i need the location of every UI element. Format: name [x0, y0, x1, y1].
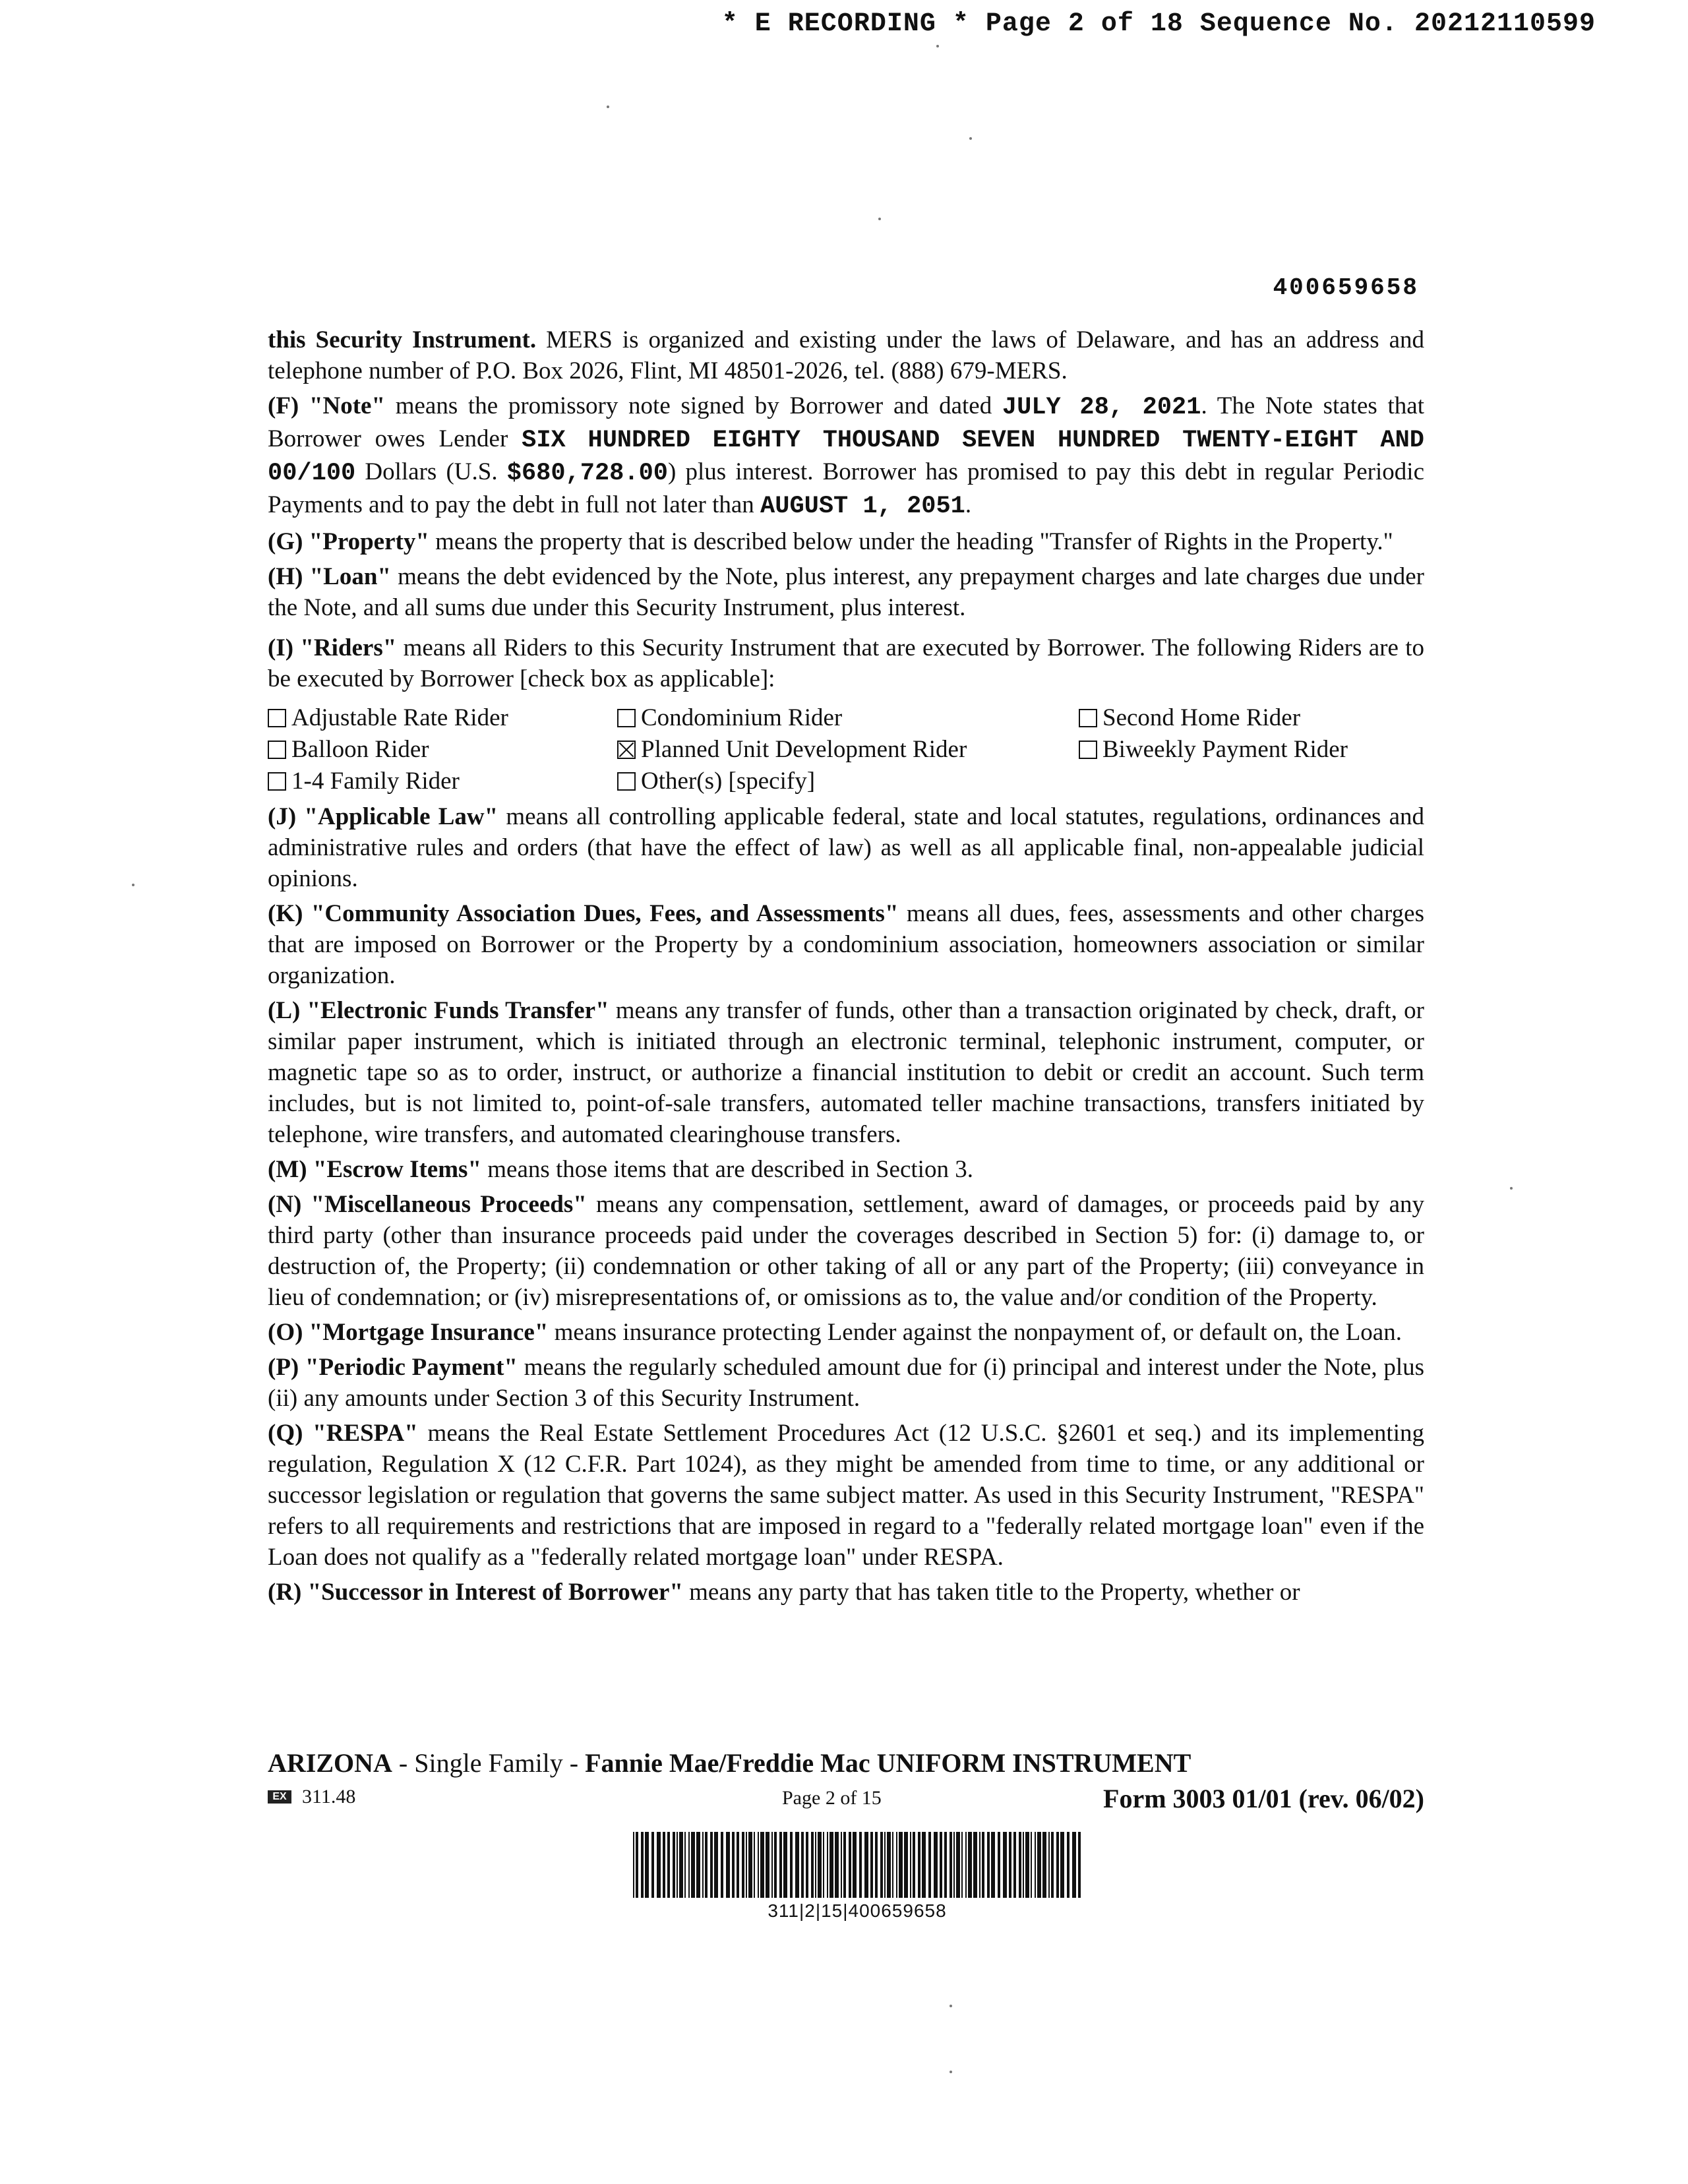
barcode-bar — [1042, 1832, 1046, 1898]
barcode-bar — [748, 1832, 752, 1898]
definition-community-dues — [268, 898, 1424, 991]
barcode-bar — [688, 1832, 690, 1898]
barcode-bar — [991, 1832, 995, 1898]
barcode-bar — [841, 1832, 842, 1898]
barcode-bar — [696, 1832, 700, 1898]
definition-mortgage-insurance — [268, 1317, 1424, 1348]
definition-applicable-law-label: (J) "Applicable Law" — [268, 803, 498, 830]
barcode-bar — [875, 1832, 878, 1898]
definition-property — [268, 526, 1424, 557]
checkbox-icon[interactable] — [268, 772, 286, 791]
rider-label: Planned Unit Development Rider — [641, 736, 967, 763]
definition-loan — [268, 561, 1424, 623]
barcode-bar — [779, 1832, 782, 1898]
definition-escrow-items — [268, 1154, 1424, 1185]
scan-speck — [607, 106, 609, 108]
definition-riders-label: (I) "Riders" — [268, 634, 397, 661]
page-footer — [268, 1747, 1424, 1816]
definition-note-text-4: ) plus interest. Borrower has promised to pay this debt in regular Periodic Payments and to pay the debt in full not later than — [268, 458, 1424, 518]
barcode-bar — [918, 1832, 920, 1898]
barcode-bar — [679, 1832, 683, 1898]
barcode-bar — [801, 1832, 804, 1898]
definition-successor-in-interest — [268, 1577, 1424, 1608]
rider-condominium[interactable] — [617, 702, 1079, 734]
definition-applicable-law-text: means all controlling applicable federal, state and local statutes, regulations, ordinances and administrative rules and orders (that have the effect of law) as well as all applicable final, non-appealable judicial opinions. — [268, 803, 1425, 892]
barcode-bar — [645, 1832, 649, 1898]
definition-periodic-payment-label: (P) "Periodic Payment" — [268, 1354, 518, 1381]
rider-label: Second Home Rider — [1102, 704, 1301, 731]
definition-property-label: (G) "Property" — [268, 528, 429, 555]
scan-speck — [878, 218, 881, 220]
barcode-bar — [965, 1832, 967, 1898]
barcode-bar — [657, 1832, 661, 1898]
barcode-bar — [998, 1832, 1000, 1898]
barcode-bar — [904, 1832, 908, 1898]
footer-title — [268, 1747, 1424, 1779]
barcode-bar — [732, 1832, 735, 1898]
recording-header: * E RECORDING * Page 2 of 18 Sequence No. 20212110599 — [721, 9, 1596, 39]
barcode-bar — [1031, 1832, 1032, 1898]
definition-property-text: means the property that is described below under the heading "Transfer of Rights in the Property." — [429, 528, 1393, 555]
barcode-number: 311|2|15|400659658 — [768, 1900, 947, 1921]
barcode-bar — [811, 1832, 814, 1898]
barcode-bar — [950, 1832, 952, 1898]
barcode-bar — [710, 1832, 713, 1898]
rider-second-home[interactable] — [1079, 702, 1424, 734]
barcode-bar — [913, 1832, 915, 1898]
definition-loan-label: (H) "Loan" — [268, 563, 391, 590]
definition-loan-text: means the debt evidenced by the Note, plus interest, any prepayment charges and late charges due under the Note, and all sums due under this Security Instrument, plus interest. — [268, 563, 1424, 621]
barcode-bar — [663, 1832, 665, 1898]
barcode-icon — [633, 1832, 1081, 1898]
barcode-bar — [961, 1832, 963, 1898]
barcode-bar — [1056, 1832, 1059, 1898]
barcode-bar — [651, 1832, 654, 1898]
checkbox-icon[interactable] — [268, 709, 286, 727]
definition-miscellaneous-proceeds — [268, 1189, 1424, 1313]
barcode-bar — [1009, 1832, 1011, 1898]
barcode-bar — [944, 1832, 947, 1898]
barcode-bar — [928, 1832, 931, 1898]
definition-misc-proceeds-text: means any compensation, settlement, award of damages, or proceeds paid by any third party (other than insurance proceeds paid under the coverages described in Section 5) for: (i) damage to, or destruction of, the Property; (ii) condemnation or other taking of all or any part of the Property; (iii) conveyance in lieu of condemnation; or (iv) misrepresentations of, or omissions as to, the value and/or condition of the Property. — [268, 1191, 1424, 1311]
barcode-bar — [742, 1832, 744, 1898]
definition-riders-text: means all Riders to this Security Instrument that are executed by Borrower. The following Riders are to be executed by Borrower [check box as applicable]: — [268, 634, 1424, 692]
barcode-bar — [1023, 1832, 1024, 1898]
definition-respa-text: means the Real Estate Settlement Procedures Act (12 U.S.C. §2601 et seq.) and its implementing regulation, Regulation X (12 C.F.R. Part 1024), as they might be amended from time to time, or any additional or successor legislation or regulation that governs the same subject matter. As used in this Security Instrument, "RESPA" refers to all requirements and restrictions that are imposed in regard to a "federally related mortgage loan" even if the Loan does not qualify as a "federally related mortgage loan" under RESPA. — [268, 1420, 1424, 1571]
definition-note-label: (F) "Note" — [268, 392, 385, 419]
definition-community-dues-text: means all dues, fees, assessments and other charges that are imposed on Borrower or the Property by a condominium association, homeowners association or similar organization. — [268, 900, 1424, 989]
loan-amount-words: SIX HUNDRED EIGHTY THOUSAND SEVEN HUNDRED TWENTY-EIGHT AND 00/100 — [268, 427, 1425, 487]
checkbox-icon[interactable] — [268, 741, 286, 759]
definition-mortgage-insurance-text: means insurance protecting Lender against the nonpayment of, or default on, the Loan. — [548, 1319, 1402, 1346]
paragraph-mers-text: MERS is organized and existing under the laws of Delaware, and has an address and telephone number of P.O. Box 2026, Flint, MI 48501-2026, tel. (888) 679-MERS. — [268, 326, 1424, 384]
definition-riders — [268, 632, 1424, 694]
barcode-bar — [1037, 1832, 1041, 1898]
barcode-bar — [896, 1832, 897, 1898]
barcode-bar — [790, 1832, 793, 1898]
definition-respa — [268, 1418, 1424, 1573]
paragraph-mers — [268, 324, 1424, 386]
barcode-bar — [849, 1832, 851, 1898]
note-date: JULY 28, 2021 — [1002, 394, 1201, 421]
barcode-bar — [1067, 1832, 1070, 1898]
barcode-bar — [714, 1832, 718, 1898]
maturity-date: AUGUST 1, 2051 — [760, 493, 965, 520]
barcode-bar — [1078, 1832, 1081, 1898]
definition-successor-text: means any party that has taken title to the Property, whether or — [682, 1579, 1300, 1606]
document-number: 400659658 — [1273, 274, 1419, 301]
barcode-bar — [953, 1832, 955, 1898]
barcode-bar — [1048, 1832, 1050, 1898]
footer-form-number: Form 3003 01/01 (rev. 06/02) — [1103, 1784, 1424, 1813]
rider-adjustable-rate[interactable] — [268, 702, 617, 734]
barcode-bar — [887, 1832, 891, 1898]
document-body — [268, 324, 1424, 1612]
barcode-bar — [859, 1832, 862, 1898]
barcode-bar — [1051, 1832, 1054, 1898]
barcode-bar — [829, 1832, 833, 1898]
barcode-bar — [702, 1832, 704, 1898]
rider-label: Biweekly Payment Rider — [1102, 736, 1348, 763]
rider-other[interactable] — [617, 766, 1079, 797]
definition-respa-label: (Q) "RESPA" — [268, 1420, 418, 1447]
definition-note-text-3: Dollars (U.S. — [355, 458, 507, 485]
barcode-bar — [691, 1832, 695, 1898]
barcode-bar — [677, 1832, 678, 1898]
footer-separator: - Single Family - — [392, 1748, 586, 1778]
definition-note-text-5: . — [965, 491, 972, 518]
form-code: 311.48 — [302, 1786, 356, 1807]
barcode-bar — [726, 1832, 730, 1898]
barcode-bar — [633, 1832, 634, 1898]
barcode-bar — [705, 1832, 708, 1898]
definition-periodic-payment-text: means the regularly scheduled amount due for (i) principal and interest under the Note, plus (ii) any amounts under Section 3 of this Security Instrument. — [268, 1354, 1424, 1412]
barcode-bar — [864, 1832, 868, 1898]
barcode-bar — [721, 1832, 723, 1898]
barcode-bar — [746, 1832, 747, 1898]
barcode-bar — [766, 1832, 769, 1898]
footer-row — [268, 1782, 1424, 1816]
barcode-bar — [737, 1832, 739, 1898]
rider-label: Condominium Rider — [641, 704, 843, 731]
barcode-bar — [870, 1832, 873, 1898]
rider-planned-unit-development[interactable] — [617, 734, 1079, 766]
scan-speck — [950, 2005, 952, 2007]
barcode-bar — [910, 1832, 911, 1898]
definition-community-dues-label: (K) "Community Association Dues, Fees, and Assessments" — [268, 900, 899, 927]
barcode-bar — [1019, 1832, 1021, 1898]
rider-balloon[interactable] — [268, 734, 617, 766]
barcode-bar — [884, 1832, 886, 1898]
definition-applicable-law — [268, 801, 1424, 894]
rider-biweekly-payment[interactable] — [1079, 734, 1424, 766]
scan-speck — [1510, 1187, 1513, 1190]
barcode-bar — [853, 1832, 857, 1898]
barcode-bar — [771, 1832, 773, 1898]
barcode-bar — [806, 1832, 808, 1898]
barcode-bar — [1003, 1832, 1007, 1898]
ellie-mae-logo-icon: EX — [268, 1790, 291, 1804]
barcode-bar — [667, 1832, 670, 1898]
rider-1-4-family[interactable] — [268, 766, 617, 797]
definition-note-text: means the promissory note signed by Borrower and dated — [385, 392, 1002, 419]
checkbox-icon[interactable] — [617, 772, 636, 791]
footer-page-number: Page 2 of 15 — [782, 1787, 882, 1809]
definition-mortgage-insurance-label: (O) "Mortgage Insurance" — [268, 1319, 549, 1346]
barcode-bar — [987, 1832, 990, 1898]
definition-eft-label: (L) "Electronic Funds Transfer" — [268, 997, 609, 1024]
barcode-bar — [795, 1832, 799, 1898]
barcode-bar — [843, 1832, 846, 1898]
checkbox-icon[interactable] — [1079, 709, 1097, 727]
barcode-bar — [1035, 1832, 1036, 1898]
footer-state: ARIZONA — [268, 1748, 392, 1778]
barcode-bar — [1072, 1832, 1076, 1898]
loan-amount: $680,728.00 — [506, 460, 668, 487]
definition-escrow-items-label: (M) "Escrow Items" — [268, 1156, 481, 1183]
barcode-bar — [636, 1832, 638, 1898]
definition-eft-text: means any transfer of funds, other than a transaction originated by check, draft, or similar paper instrument, which is initiated through an electronic terminal, telephonic instrument, computer, or magnetic tape so as to order, instruct, or authorize a financial institution to debit or credit an account. Such term includes, but is not limited to, point-of-sale transfers, automated teller machine transactions, transfers initiated by telephone, wire transfers, and automated clearinghouse transfers. — [268, 997, 1424, 1148]
scan-speck — [969, 137, 972, 140]
barcode-bar — [835, 1832, 839, 1898]
barcode-bar — [754, 1832, 755, 1898]
rider-label: Balloon Rider — [291, 736, 429, 763]
barcode-bar — [940, 1832, 942, 1898]
barcode-bar — [892, 1832, 893, 1898]
definition-note-text-2: . The Note states that Borrower owes Lender — [268, 392, 1424, 452]
barcode-bar — [684, 1832, 686, 1898]
checked-checkbox-icon[interactable] — [617, 741, 636, 759]
rider-label: Adjustable Rate Rider — [291, 704, 508, 731]
rider-label: 1-4 Family Rider — [291, 768, 460, 795]
barcode-bar — [823, 1832, 824, 1898]
paragraph-mers-bold: this Security Instrument. — [268, 326, 537, 353]
definition-misc-proceeds-label: (N) "Miscellaneous Proceeds" — [268, 1191, 587, 1218]
barcode-bar — [982, 1832, 984, 1898]
scan-speck — [132, 884, 135, 886]
barcode-bar — [673, 1832, 675, 1898]
barcode-bar — [934, 1832, 938, 1898]
definition-successor-label: (R) "Successor in Interest of Borrower" — [268, 1579, 683, 1606]
barcode-bar — [774, 1832, 777, 1898]
barcode-bar — [641, 1832, 644, 1898]
barcode-bar — [899, 1832, 903, 1898]
barcode-bar — [815, 1832, 816, 1898]
footer-form-code — [268, 1786, 355, 1808]
barcode-bar — [1060, 1832, 1064, 1898]
definition-note — [268, 390, 1424, 522]
barcode-bar — [783, 1832, 787, 1898]
barcode-bar — [760, 1832, 764, 1898]
rider-label: Other(s) [specify] — [641, 768, 816, 795]
barcode-bar — [758, 1832, 759, 1898]
riders-checklist — [268, 702, 1424, 797]
barcode-bar — [968, 1832, 972, 1898]
footer-instrument: Fannie Mae/Freddie Mac UNIFORM INSTRUMENT — [585, 1748, 1191, 1778]
barcode-bar — [827, 1832, 828, 1898]
definition-periodic-payment — [268, 1352, 1424, 1414]
definition-electronic-funds-transfer — [268, 995, 1424, 1150]
definition-escrow-items-text: means those items that are described in Section 3. — [481, 1156, 973, 1183]
checkbox-icon[interactable] — [1079, 741, 1097, 759]
barcode-block — [633, 1832, 1081, 1922]
scan-speck — [936, 45, 939, 47]
scan-speck — [950, 2071, 952, 2073]
barcode-bar — [1013, 1832, 1016, 1898]
barcode-bar — [1025, 1832, 1029, 1898]
barcode-bar — [956, 1832, 960, 1898]
barcode-bar — [979, 1832, 980, 1898]
barcode-bar — [973, 1832, 977, 1898]
barcode-bar — [922, 1832, 926, 1898]
barcode-bar — [880, 1832, 883, 1898]
barcode-bar — [818, 1832, 822, 1898]
checkbox-icon[interactable] — [617, 709, 636, 727]
